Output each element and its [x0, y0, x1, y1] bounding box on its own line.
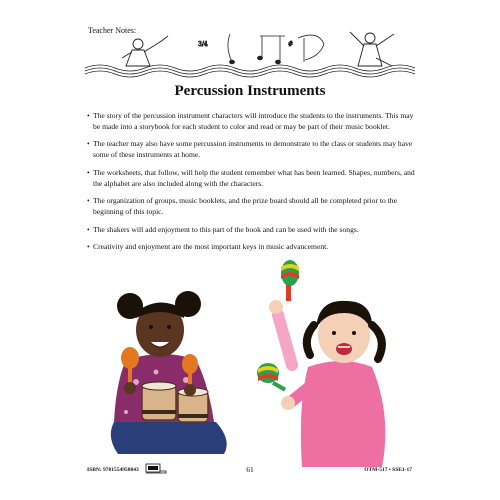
list-item	[87, 224, 417, 235]
bullet-text: The story of the percussion instrument characters will introduce the students to the instruments. This may be made into a storybook for each student to color and read or may be part of their music booklet.	[93, 111, 414, 132]
bullet-text: The organization of groups, music booklets, and the prize board should all be completed prior to the beginning of this topic.	[93, 196, 397, 217]
girl-with-bongos-photo	[96, 272, 236, 462]
bullet-text: The shakers will add enjoyment to this part of the book and can be used with the songs.	[93, 224, 359, 234]
svg-text:3/4: 3/4	[198, 41, 208, 48]
list-item	[87, 167, 417, 189]
bullet-text: Creativity and enjoyment are the most important keys in music advancement.	[93, 241, 329, 251]
wavy-staff-lines	[85, 65, 415, 77]
list-item	[87, 110, 417, 132]
right-conductor-figure	[350, 32, 394, 66]
maraca-top	[281, 260, 299, 301]
bullet-dot: •	[87, 196, 90, 206]
girl-with-maracas-photo	[252, 255, 402, 470]
list-item	[87, 138, 417, 160]
list-item	[87, 241, 417, 252]
isbn-label: ISBN: 9781554950843	[87, 467, 139, 473]
left-conductor-figure	[122, 36, 168, 66]
bullet-dot: •	[87, 167, 90, 177]
bullet-dot: •	[87, 139, 90, 149]
bullet-dot: •	[87, 111, 90, 120]
page-title: Percussion Instruments	[174, 83, 326, 99]
bullet-text: The teacher may also have some percussion instruments to demonstrate to the class or students may have some of these instruments at home.	[93, 139, 413, 160]
bullet-dot: •	[87, 224, 90, 234]
list-item	[87, 195, 417, 217]
product-code: OTM-517 • SSE1-17	[364, 467, 412, 473]
teacher-notes-label: Teacher Notes:	[88, 26, 137, 35]
page-number: 61	[246, 465, 254, 474]
svg-text:#: #	[288, 41, 294, 48]
maraca-bottom	[257, 363, 286, 391]
bullet-text: The worksheets, that follow, will help the student remember what has been learned. Shapes, numbers, and the alphabet are also included along with the characters.	[93, 167, 415, 188]
bullet-dot: •	[87, 241, 90, 251]
bullet-list	[87, 110, 417, 258]
music-notes	[198, 34, 324, 64]
